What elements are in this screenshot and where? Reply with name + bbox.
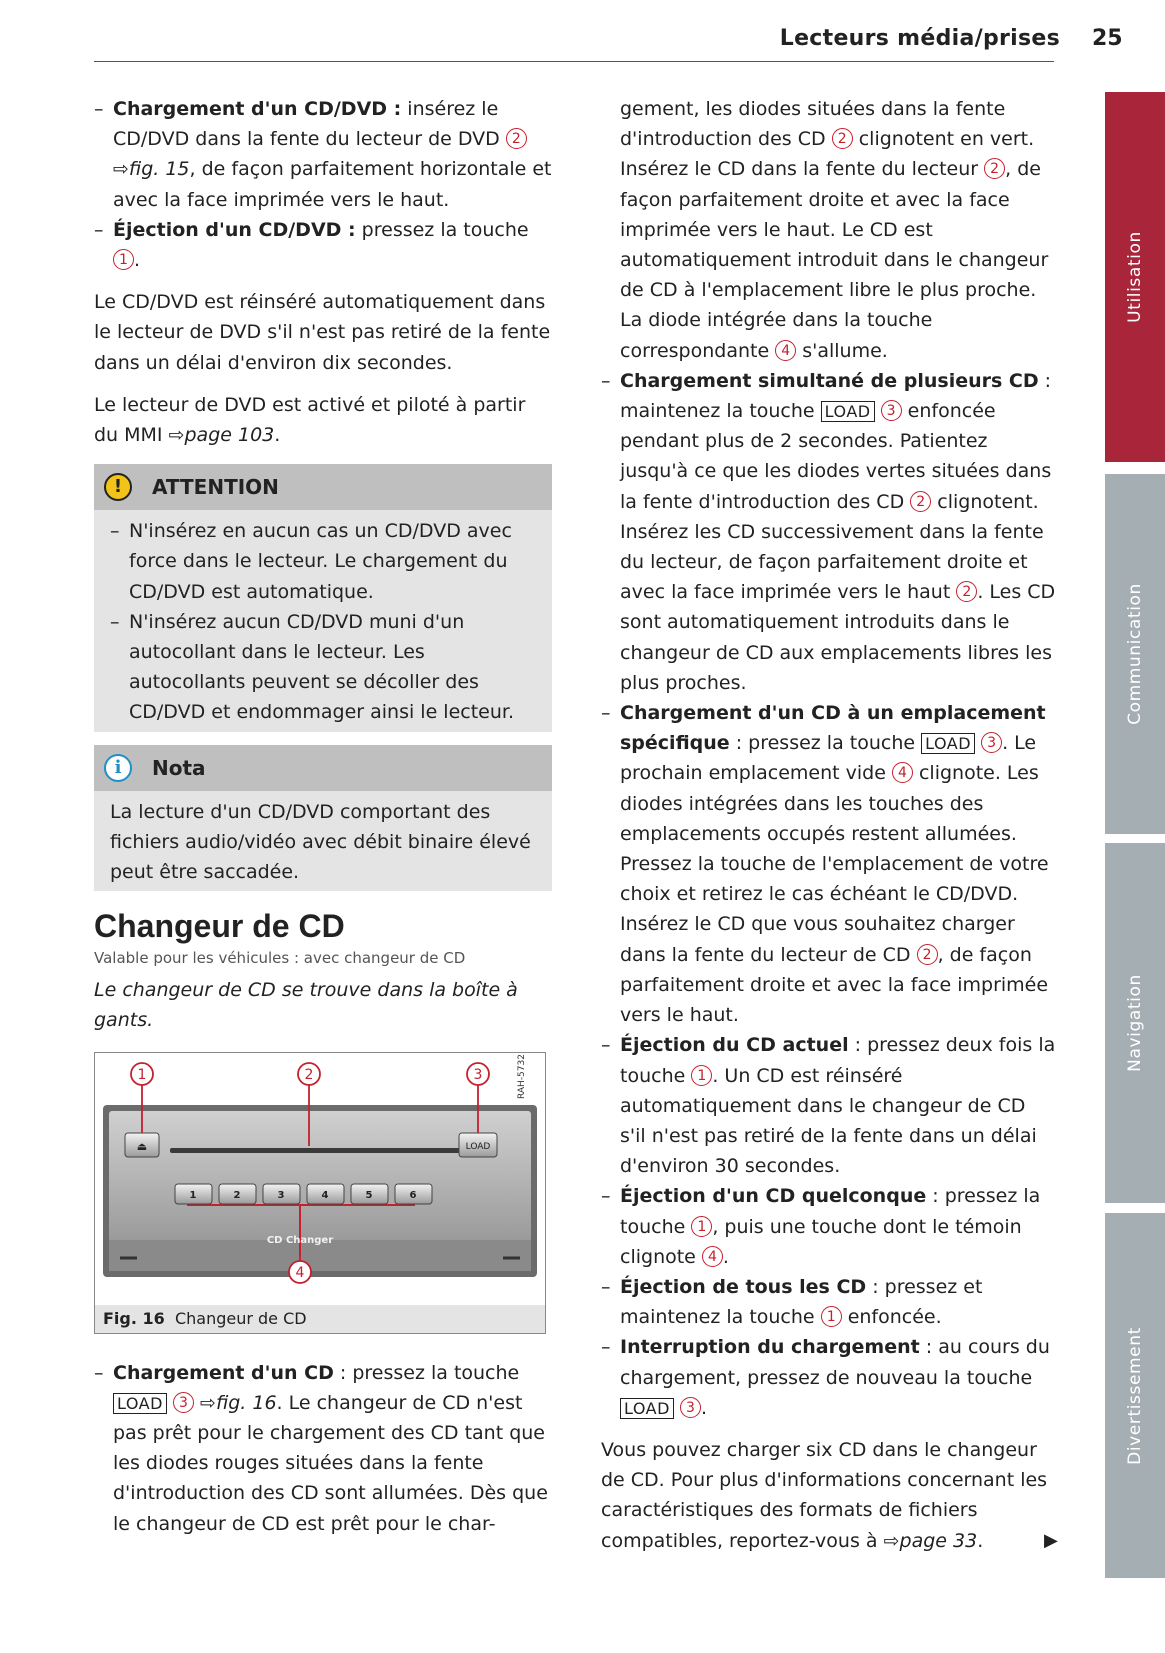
load-key: LOAD	[113, 1393, 167, 1414]
paragraph: Le CD/DVD est réinséré automatiquement dans le lecteur de DVD s'il n'est pas retiré de la fente dans un délai d'environ dix secondes.	[94, 291, 551, 374]
callout-number: 2	[956, 581, 977, 602]
paragraph: gement, les diodes situées dans la fente d'introduction des CD 2 clignotent en vert. Insérez le CD dans la fente du lecteur 2 , de façon parfaitement droite et avec la face imprimée vers le haut. Le CD est automatiquement introduit dans le changeur de CD à l'emplacement libre le plus proche. La diode intégrée dans la touche correspondante 4 s'allume.	[620, 98, 1049, 362]
slot-label: 6	[409, 1189, 417, 1201]
reference-link[interactable]: ⇨page 103	[168, 424, 275, 447]
attention-box	[94, 464, 552, 731]
tab-navigation[interactable]	[1105, 843, 1165, 1203]
right-column	[601, 94, 1056, 1556]
intro-text: Le changeur de CD se trouve dans la boîte à gants.	[94, 979, 518, 1032]
attention-title: ATTENTION	[152, 475, 279, 500]
tab-label: Navigation	[1125, 974, 1146, 1072]
callout-number: 3	[881, 400, 902, 421]
section-title: Lecteurs média/prises	[779, 26, 1060, 51]
attention-header	[94, 464, 552, 510]
list-item: – Éjection d'un CD quelconque : pressez la touche 1 , puis une touche dont le témoin clignote 4 .	[601, 1181, 1056, 1272]
nota-title: Nota	[152, 755, 206, 780]
list-item: – Chargement d'un CD à un emplacement spécifique : pressez la touche LOAD 3 . Le prochain emplacement vide 4 clignote. Les diodes intégrées dans les touches des emplacements occupés restent allumées. Pressez la touche de l'emplacement de votre choix et retirez le cas échéant le CD/DVD. Insérez le CD que vous souhaitez charger dans la fente du lecteur de CD 2 , de façon parfaitement droite et avec la face imprimée vers le haut.	[601, 698, 1056, 1030]
eject-icon: ⏏	[136, 1139, 148, 1153]
figure-number: Fig. 16	[103, 1308, 165, 1328]
callout-number: 2	[832, 128, 853, 149]
item-title: Chargement d'un CD/DVD :	[113, 98, 402, 120]
reference-link[interactable]: ⇨fig. 15	[113, 158, 190, 181]
item-title: Éjection d'un CD quelconque	[620, 1185, 927, 1208]
callout-number: 2	[304, 1066, 314, 1083]
callout-number: 1	[821, 1306, 842, 1327]
list-item: – Interruption du chargement : au cours du chargement, pressez de nouveau la touche LOAD 3 .	[601, 1332, 1056, 1423]
item-title: Chargement d'un CD à un emplacement spécifique	[620, 702, 1046, 755]
ref-arrow-icon: ⇨	[883, 1529, 900, 1552]
applicability-note: Valable pour les véhicules : avec changeur de CD	[94, 949, 466, 968]
callout-number: 1	[691, 1216, 712, 1237]
callout-number: 3	[173, 1392, 194, 1413]
callout-number: 1	[113, 249, 134, 270]
tab-label: Utilisation	[1125, 231, 1145, 323]
nota-box	[94, 745, 552, 892]
item-title: Chargement d'un CD	[113, 1361, 334, 1384]
ref-arrow-icon: ⇨	[113, 158, 129, 181]
panel-label: CD Changer	[266, 1234, 334, 1246]
tab-label: Divertissement	[1125, 1326, 1145, 1465]
tab-utilisation[interactable]	[1105, 92, 1165, 462]
callout-number: 2	[506, 128, 527, 149]
callout-number: 4	[702, 1246, 723, 1267]
figure-cd-changer	[94, 1052, 546, 1334]
callout-number: 3	[473, 1066, 483, 1083]
list-item: – Éjection du CD actuel : pressez deux fois la touche 1 . Un CD est réinséré automatiquement dans le changeur de CD s'il n'est pas retiré de la fente dans un délai d'environ 30 secondes.	[601, 1030, 1056, 1181]
item-title: Chargement simultané de plusieurs CD	[620, 369, 1039, 392]
info-icon: i	[104, 754, 132, 782]
slot-label: 3	[277, 1189, 285, 1201]
ref-arrow-icon: ⇨	[200, 1391, 216, 1414]
paragraph: Le lecteur de DVD est activé et piloté à partir du MMI ⇨page 103.	[94, 393, 526, 447]
nota-text: La lecture d'un CD/DVD comportant des fichiers audio/vidéo avec débit binaire élevé peut être saccadée.	[110, 800, 531, 884]
left-column	[94, 94, 552, 1539]
load-key: LOAD	[620, 1398, 674, 1419]
item-title: Éjection de tous les CD	[620, 1275, 867, 1298]
callout-number: 4	[892, 762, 913, 783]
reference-link[interactable]: ⇨fig. 16	[200, 1391, 277, 1414]
list-item: – Chargement d'un CD/DVD : insérez le CD/DVD dans la fente du lecteur de DVD 2 ⇨fig. 15, de façon parfaitement horizontale et avec la face imprimée vers le haut.	[94, 94, 552, 215]
list-item: – Éjection d'un CD/DVD : pressez la touche 1 .	[94, 215, 552, 275]
paragraph: Vous pouvez charger six CD dans le changeur de CD. Pour plus d'informations concernant les caractéristiques des formats de fichiers compatibles, reportez-vous à ⇨page 33.	[601, 1438, 1048, 1552]
slot-label: 5	[365, 1189, 373, 1201]
figure-caption	[95, 1305, 545, 1333]
nota-body	[94, 791, 552, 892]
ref-arrow-icon: ⇨	[168, 424, 185, 447]
callout-number: 2	[917, 944, 938, 965]
section-heading: Changeur de CD	[94, 908, 345, 945]
load-key: LOAD	[921, 733, 975, 754]
slot-label: 1	[189, 1189, 197, 1201]
item-title: Éjection d'un CD/DVD :	[113, 218, 356, 241]
nota-header	[94, 745, 552, 791]
list-item: – Éjection de tous les CD : pressez et maintenez la touche 1 enfoncée.	[601, 1272, 1056, 1332]
next-page-arrow-icon[interactable]: ▶	[1044, 1530, 1058, 1551]
callout-number: 2	[984, 158, 1005, 179]
list-item: – N'insérez en aucun cas un CD/DVD avec force dans le lecteur. Le chargement du CD/DVD est automatique.	[110, 516, 538, 607]
callout-number: 2	[910, 491, 931, 512]
slot-label: 2	[233, 1189, 241, 1201]
figure-caption-text: Changeur de CD	[174, 1308, 307, 1328]
item-title: Interruption du chargement	[620, 1336, 920, 1359]
page-number: 25	[1092, 26, 1123, 51]
callout-number: 4	[775, 340, 796, 361]
slot-label: 4	[321, 1189, 329, 1201]
list-item: – Chargement simultané de plusieurs CD : maintenez la touche LOAD 3 enfoncée pendant plus de 2 secondes. Patientez jusqu'à ce que les diodes vertes situées dans la fente d'introduction des CD 2 clignotent. Insérez les CD successivement dans la fente du lecteur, de façon parfaitement droite et avec la face imprimée vers le haut 2 . Les CD sont automatiquement introduits dans le changeur de CD aux emplacements libres les plus proches.	[601, 366, 1056, 698]
attention-body	[94, 510, 552, 731]
callout-number: 3	[680, 1397, 701, 1418]
figure-code: RAH-5732	[517, 1053, 527, 1099]
warning-icon: !	[104, 473, 132, 501]
reference-link[interactable]: ⇨page 33	[883, 1529, 978, 1552]
cd-changer-illustration	[95, 1053, 545, 1305]
tab-label: Communication	[1125, 583, 1146, 725]
callout-number: 1	[137, 1066, 147, 1083]
load-key: LOAD	[821, 401, 875, 422]
list-item: – N'insérez aucun CD/DVD muni d'un autocollant dans le lecteur. Les autocollants peuvent se décoller des CD/DVD et endommager ainsi le lecteur.	[110, 607, 538, 728]
tab-divertissement[interactable]	[1105, 1213, 1165, 1578]
load-label: LOAD	[465, 1141, 491, 1152]
item-title: Éjection du CD actuel	[620, 1034, 849, 1057]
callout-number: 4	[295, 1264, 305, 1281]
callout-number: 1	[691, 1065, 712, 1086]
header-rule	[94, 61, 1054, 62]
callout-number: 3	[981, 732, 1002, 753]
list-item: – Chargement d'un CD : pressez la touche LOAD 3 ⇨fig. 16. Le changeur de CD n'est pas prêt pour le chargement des CD tant que les diodes rouges situées dans la fente d'introduction des CD sont allumées. Dès que le changeur de CD est prêt pour le char-	[94, 1358, 552, 1539]
tab-communication[interactable]	[1105, 474, 1165, 834]
